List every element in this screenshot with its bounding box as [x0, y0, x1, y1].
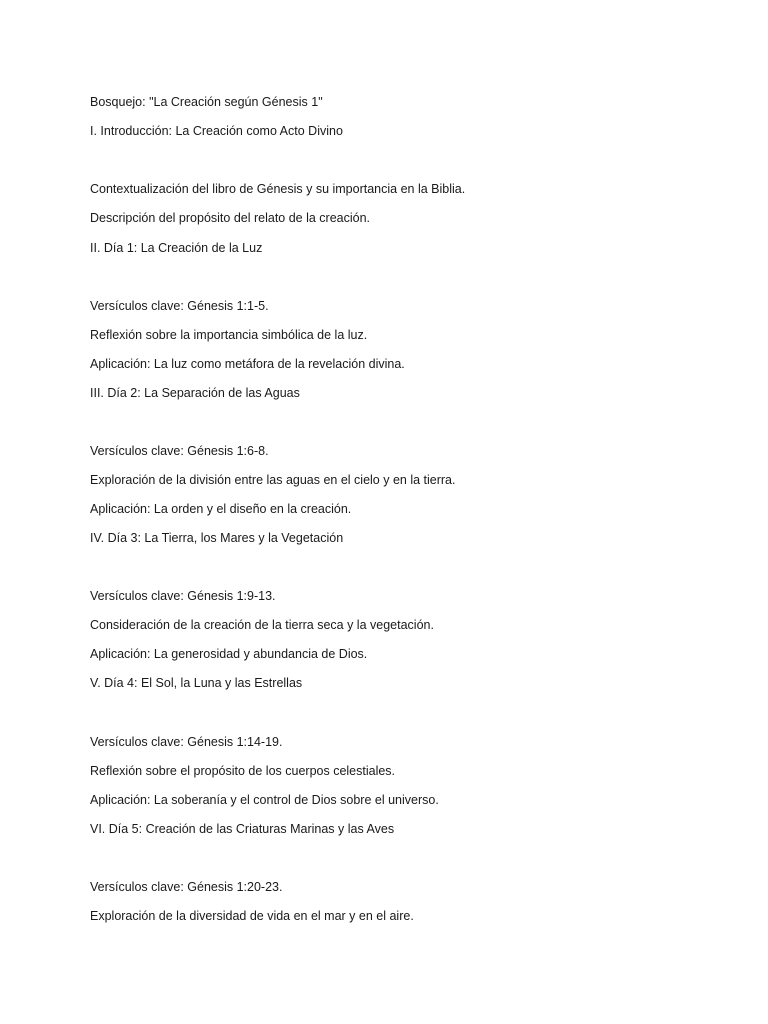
section-heading-4: IV. Día 3: La Tierra, los Mares y la Vegetación — [90, 531, 344, 545]
section-1-point-2: Descripción del propósito del relato de la creación. — [90, 211, 371, 225]
section-heading-6: VI. Día 5: Creación de las Criaturas Marinas y las Aves — [90, 822, 395, 836]
section-3-point-2: Exploración de la división entre las aguas en el cielo y en la tierra. — [90, 473, 456, 487]
section-heading-1: I. Introducción: La Creación como Acto Divino — [90, 124, 343, 138]
section-6-point-1: Versículos clave: Génesis 1:20-23. — [90, 880, 283, 894]
section-heading-5: V. Día 4: El Sol, la Luna y las Estrellas — [90, 676, 303, 690]
section-5-point-3: Aplicación: La soberanía y el control de Dios sobre el universo. — [90, 793, 439, 807]
section-1-point-1: Contextualización del libro de Génesis y su importancia en la Biblia. — [90, 182, 466, 196]
document-title: Bosquejo: "La Creación según Génesis 1" — [90, 95, 323, 109]
section-heading-2: II. Día 1: La Creación de la Luz — [90, 241, 263, 255]
section-4-point-2: Consideración de la creación de la tierra seca y la vegetación. — [90, 618, 434, 632]
section-2-point-2: Reflexión sobre la importancia simbólica de la luz. — [90, 328, 368, 342]
document-page — [90, 0, 730, 1024]
section-2-point-3: Aplicación: La luz como metáfora de la revelación divina. — [90, 357, 405, 371]
section-6-point-2: Exploración de la diversidad de vida en el mar y en el aire. — [90, 909, 414, 923]
section-2-point-1: Versículos clave: Génesis 1:1-5. — [90, 299, 269, 313]
section-3-point-3: Aplicación: La orden y el diseño en la creación. — [90, 502, 352, 516]
section-4-point-3: Aplicación: La generosidad y abundancia de Dios. — [90, 647, 368, 661]
section-heading-3: III. Día 2: La Separación de las Aguas — [90, 386, 300, 400]
section-4-point-1: Versículos clave: Génesis 1:9-13. — [90, 589, 276, 603]
section-5-point-1: Versículos clave: Génesis 1:14-19. — [90, 735, 283, 749]
section-5-point-2: Reflexión sobre el propósito de los cuerpos celestiales. — [90, 764, 396, 778]
section-3-point-1: Versículos clave: Génesis 1:6-8. — [90, 444, 269, 458]
